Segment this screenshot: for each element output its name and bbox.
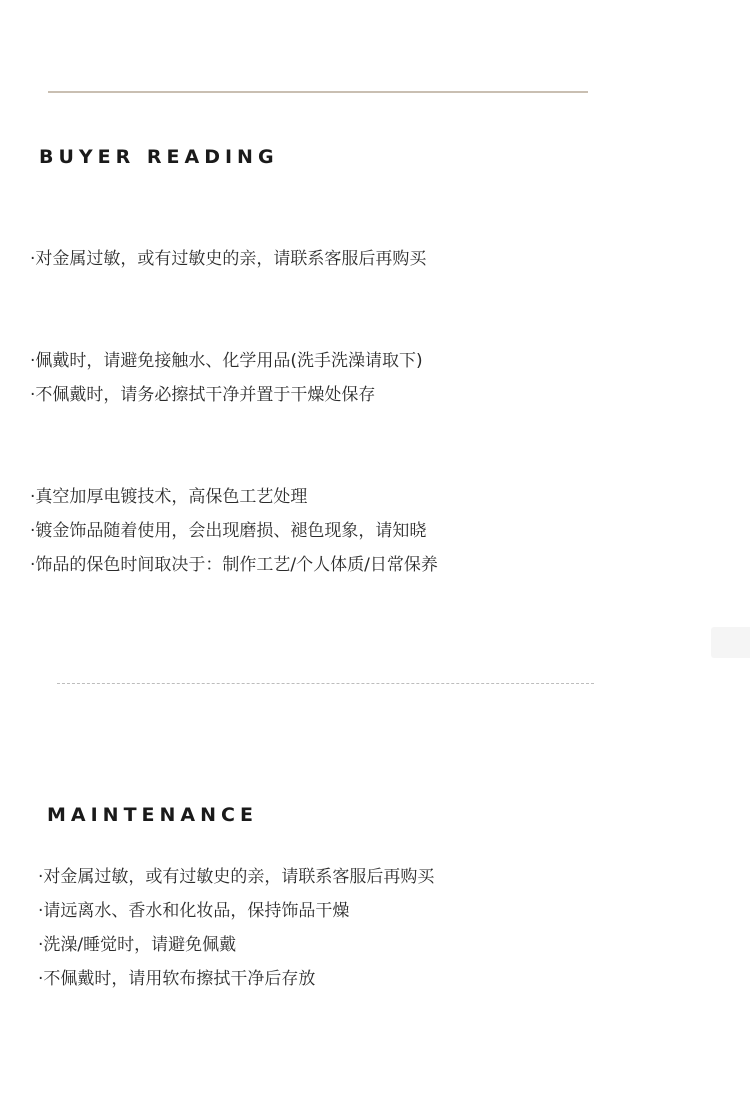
buyer-note-allergy: ·对金属过敏，或有过敏史的亲，请联系客服后再购买	[30, 249, 427, 269]
buyer-note-wearing: ·佩戴时，请避免接触水、化学用品(洗手洗澡请取下)	[30, 351, 423, 371]
top-divider	[48, 91, 588, 93]
maintenance-item: ·请远离水、香水和化妆品，保持饰品干燥	[38, 901, 350, 921]
buyer-note-storage: ·不佩戴时，请务必擦拭干净并置于干燥处保存	[30, 385, 376, 405]
side-tab[interactable]	[711, 627, 750, 658]
buyer-note-fading: ·镀金饰品随着使用，会出现磨损、褪色现象，请知晓	[30, 521, 427, 541]
maintenance-item: ·洗澡/睡觉时，请避免佩戴	[38, 935, 237, 955]
buyer-reading-heading: BUYER READING	[39, 146, 279, 168]
dashed-divider	[57, 683, 594, 684]
buyer-note-color-retention: ·饰品的保色时间取决于：制作工艺/个人体质/日常保养	[30, 555, 438, 575]
buyer-note-plating: ·真空加厚电镀技术，高保色工艺处理	[30, 487, 308, 507]
maintenance-item: ·不佩戴时，请用软布擦拭干净后存放	[38, 969, 316, 989]
maintenance-heading: MAINTENANCE	[47, 804, 258, 826]
maintenance-item: ·对金属过敏，或有过敏史的亲，请联系客服后再购买	[38, 867, 435, 887]
